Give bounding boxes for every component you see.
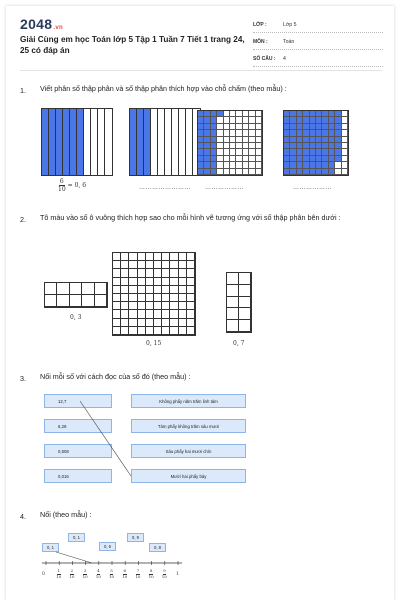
q4-value-box[interactable]: 0, 8 [149,543,166,552]
q2-label-2: 0, 15 [146,340,162,347]
q2-number: 2. [20,215,26,224]
q4-one-label: 1 [176,572,179,577]
q4-value-box[interactable]: 0, 1 [68,533,85,542]
tick-fraction-label: 3 10 [82,568,88,579]
tick-fraction-label: 4 10 [95,568,101,579]
q3-number-box[interactable]: 0,016 [44,469,112,483]
q4-zero-label: 0 [42,572,45,577]
meta-row-subject: MÔN : Toán [253,35,383,50]
q4-number-line [6,6,394,600]
q3-reading-box[interactable]: Sáu phẩy hai mươi chín [131,444,246,458]
q3-number-box[interactable]: 0,508 [44,444,112,458]
q1-text: Viết phân số thập phân và số thập phân thích hợp vào chỗ chấm (theo mẫu) : [40,84,287,93]
tick-fraction-label: 8 10 [148,568,154,579]
q3-reading-box[interactable]: Tám phẩy không trăm sáu mươi [131,419,246,433]
q4-value-box[interactable]: 0, 6 [99,542,116,551]
page-title: Giải Cùng em học Toán lớp 5 Tập 1 Tuần 7 Tiết 1 trang 24, 25 có đáp án [20,35,245,55]
tick-fraction-label: 5 10 [109,568,115,579]
meta-row-class: LỚP : Lớp 5 [253,18,383,33]
worksheet-page [6,6,394,600]
q3-text: Nối mỗi số với cách đọc của số đó (theo mẫu) : [40,372,191,381]
q1-blank-1[interactable]: …………………… [139,185,191,191]
q4-value-box[interactable]: 0, 9 [127,533,144,542]
tick-fraction-label: 9 10 [161,568,167,579]
site-logo[interactable]: 2048.vn [20,16,63,32]
q3-number-box[interactable]: 6,29 [44,419,112,433]
q4-value-box[interactable]: 0, 1 [42,543,59,552]
q4-number: 4. [20,512,26,521]
q2-label-1: 0, 3 [70,314,82,321]
q4-text: Nối (theo mẫu) : [40,510,92,519]
tick-fraction-label: 7 10 [135,568,141,579]
q1-blank-3[interactable]: ……………… [293,185,332,191]
q2-text: Tô màu vào số ô vuông thích hợp sao cho mỗi hình vẽ tương ứng với số thập phân bên dưới : [40,213,341,222]
q3-reading-box[interactable]: Mười hai phẩy bảy [131,469,246,483]
q1-number: 1. [20,86,26,95]
tick-fraction-label: 1 10 [56,568,62,579]
q3-reading-box[interactable]: Không phẩy năm trăm linh tám [131,394,246,408]
tick-fraction-label: 2 10 [69,568,75,579]
q1-example-fraction: $\frac{6}{10}$ = 0, 6 [58,178,87,193]
q3-number-box[interactable]: 12,7 [44,394,112,408]
q3-number: 3. [20,374,26,383]
tick-fraction-label: 6 10 [122,568,128,579]
q1-blank-2[interactable]: ……………… [205,185,244,191]
q2-label-3: 0, 7 [233,340,245,347]
meta-row-count: SỐ CÂU : 4 [253,52,383,67]
